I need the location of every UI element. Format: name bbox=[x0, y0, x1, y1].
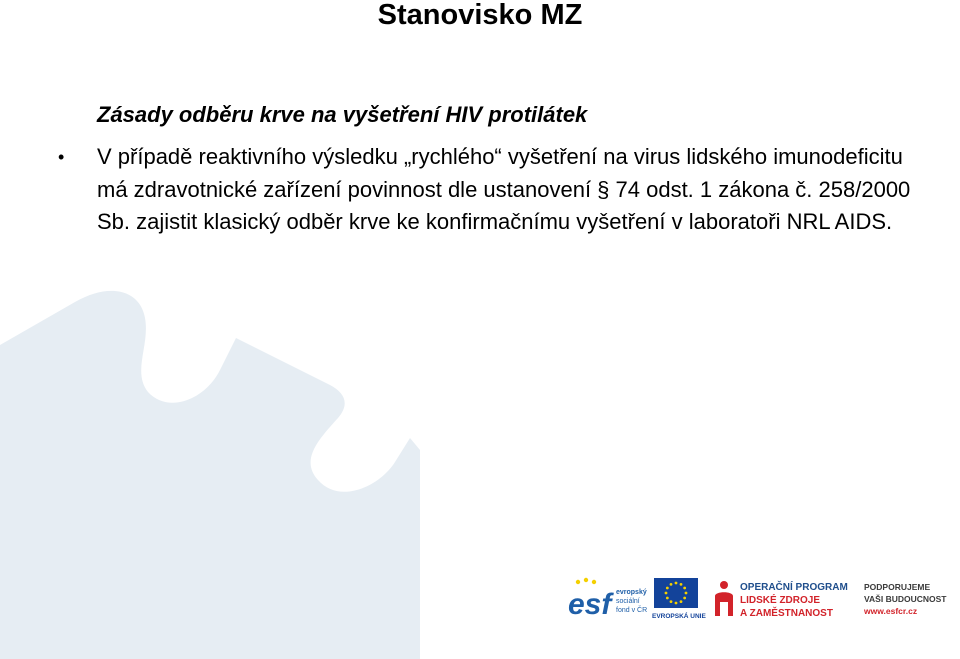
eu-star-icon bbox=[666, 587, 669, 590]
bullet-list bbox=[58, 141, 938, 239]
eu-star-icon bbox=[670, 583, 673, 586]
bullet-item bbox=[58, 141, 938, 239]
eu-star-icon bbox=[680, 600, 683, 603]
esf-star-icon bbox=[592, 580, 596, 584]
eu-star-icon bbox=[683, 587, 686, 590]
eu-star-icon bbox=[675, 582, 678, 585]
support-slogan bbox=[863, 582, 947, 616]
bullet-marker: • bbox=[58, 147, 65, 167]
footer-logo-strip bbox=[568, 576, 956, 621]
eu-star-icon bbox=[680, 583, 683, 586]
eu-star-icon bbox=[665, 592, 668, 595]
eu-flag-logo bbox=[652, 578, 706, 620]
esf-caption-2: sociální bbox=[616, 598, 640, 605]
esf-logo bbox=[568, 578, 647, 621]
support-line-2: VAŠI BUDOUCNOST bbox=[864, 594, 947, 604]
puzzle-piece-background bbox=[0, 0, 420, 659]
eu-star-icon bbox=[675, 602, 678, 605]
esf-logo-wordmark: esf bbox=[568, 588, 612, 621]
op-figure-head-icon bbox=[720, 581, 728, 589]
eu-star-icon bbox=[685, 592, 688, 595]
esf-caption-1: evropský bbox=[616, 589, 647, 596]
eu-star-icon bbox=[683, 597, 686, 600]
op-line-2: LIDSKÉ ZDROJE bbox=[740, 595, 821, 606]
slide-subtitle: Zásady odběru krve na vyšetření HIV protilátek bbox=[97, 102, 588, 127]
esf-caption-3: fond v ČR bbox=[616, 607, 648, 614]
op-figure-body-icon bbox=[715, 592, 733, 616]
support-line-3: www.esfcr.cz bbox=[864, 606, 918, 616]
op-line-1: OPERAČNÍ PROGRAM bbox=[740, 582, 848, 593]
support-line-1: PODPORUJEME bbox=[864, 582, 931, 592]
op-lzz-logo bbox=[715, 580, 848, 619]
eu-star-icon bbox=[666, 597, 669, 600]
op-line-3: A ZAMĚSTNANOST bbox=[740, 608, 833, 619]
bullet-text: V případě reaktivního výsledku „rychlého“ vyšetření na virus lidského imunodeficitu má zdravotnické zařízení povinnost dle ustanovení § 74 odst. 1 zákona č. 258/2000 Sb. zajistit klasický odběr krve ke konfirmačnímu vyšetření v laboratoři NRL AIDS. bbox=[97, 144, 911, 234]
eu-caption: EVROPSKÁ UNIE bbox=[652, 613, 706, 620]
slide-title: Stanovisko MZ bbox=[377, 0, 583, 31]
esf-star-icon bbox=[576, 580, 580, 584]
eu-star-icon bbox=[670, 600, 673, 603]
esf-star-icon bbox=[584, 578, 588, 582]
